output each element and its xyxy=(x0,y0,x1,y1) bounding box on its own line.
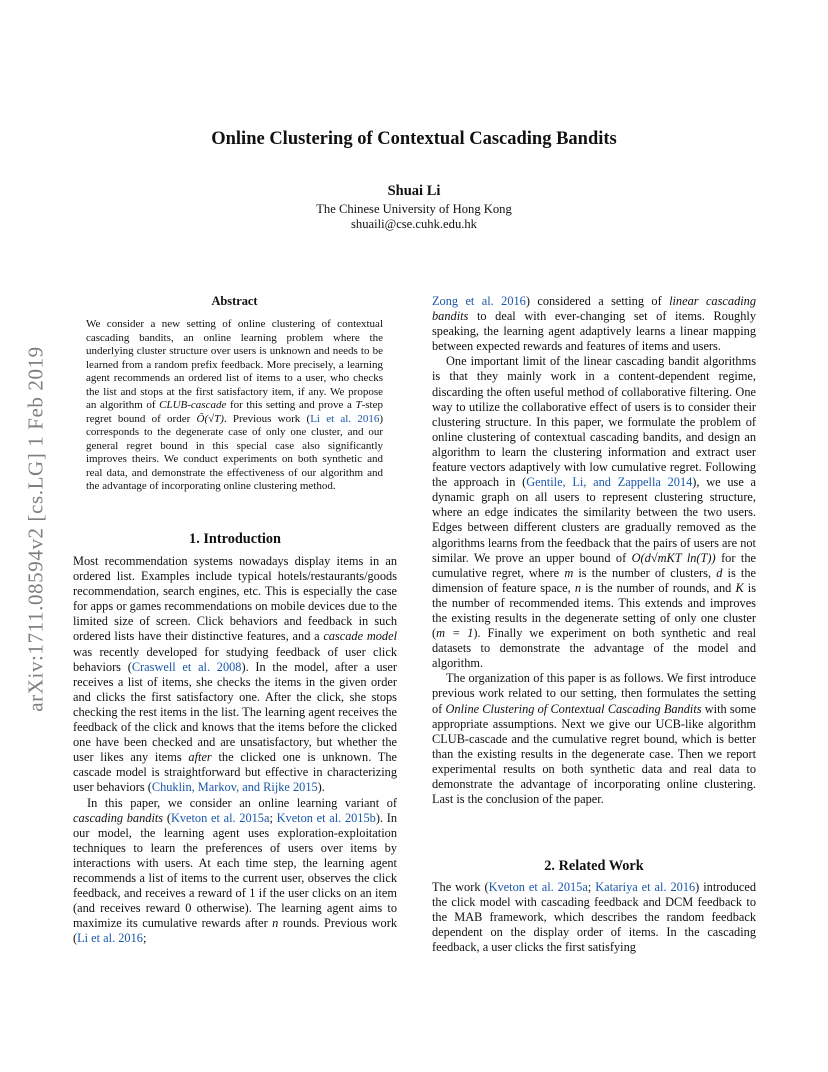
emphasis: cascading bandits xyxy=(73,810,164,825)
paragraph xyxy=(432,671,756,807)
citation-link[interactable]: Zong et al. 2016 xyxy=(432,294,526,308)
abstract-heading: Abstract xyxy=(211,294,258,308)
abstract xyxy=(86,294,383,494)
introduction-body xyxy=(73,554,397,946)
text-run: ; xyxy=(142,931,147,946)
abstract-part: for this setting and prove a xyxy=(226,399,356,411)
author-email: shuaili@cse.cuhk.edu.hk xyxy=(351,217,477,231)
citation-link[interactable]: Chuklin, Markov, and Rijke 2015 xyxy=(151,780,318,795)
related-work-body xyxy=(432,880,756,955)
text-run: ), we use a dynamic graph on all users to represent clustering structure, where an edge indicates the similarity between the two users. Edges between different clusters are gradually removed as the algorithms learns from the feedback that the pairs of users are not similar. We prove an upper bound of xyxy=(432,475,756,565)
arxiv-identifier: arXiv:1711.08594v2 [cs.LG] 1 Feb 2019 xyxy=(23,346,48,712)
abstract-text xyxy=(86,318,383,494)
text-run: to deal with ever-changing set of items. Roughly speaking, the learning agent adaptively learns a linear mapping between expected rewards and features of items and users. xyxy=(432,309,756,354)
paragraph xyxy=(432,880,756,955)
text-run: One important limit of the linear cascading bandit algorithms is that they mainly work in a content-dependent regime, discarding the often useful method of collaborative filtering. One way to utilize the collaborative effect of users is to consider their clustering structure. In this paper, we formulate the problem of online clustering of contextual cascading bandits, and design an algorithm to learn the clustering information and extract user feature vectors adaptively with low cumulative regret. Following the approach in ( xyxy=(432,354,756,490)
text-run: ). Finally we experiment on both synthetic and real datasets to demonstrate the advantage of the model and algorithm. xyxy=(432,626,757,671)
text-run: ). xyxy=(317,780,325,795)
text-run: is the number of recommended items. This extends and improves the existing results in the degenerate setting of only one cluster ( xyxy=(432,580,756,641)
text-run: In this paper, we consider an online learning variant of xyxy=(87,795,397,810)
math-expression: Õ(√T) xyxy=(196,412,224,425)
text-run: ) introduced the click model with cascading feedback and DCM feedback to the MAB framework, which describes the random feedback dependent on the display order of items. In the cascading feedback, a user clicks the first satisfying xyxy=(432,880,757,955)
author-block xyxy=(0,202,828,232)
text-run: for the cumulative regret, where xyxy=(432,550,756,580)
section-heading-related-work: 2. Related Work xyxy=(544,858,644,874)
text-run: ). In the model, after a user receives a list of items, she checks the items in the given order and clicks the first satisfactory one. After the click, she stops checking the rest items in the list. The learning agent receives the feedback of the click and knows that the items before the clicked one have been checked and are unsatisfactory, but whether the user likes any items xyxy=(73,659,397,765)
paragraph xyxy=(432,294,756,354)
text-run: ( xyxy=(163,810,171,825)
author-name: Shuai Li xyxy=(387,183,441,199)
text-run: the clicked one is unknown. The cascade model is straightforward but effective in characterizing user behaviors ( xyxy=(73,750,397,795)
citation-link[interactable]: Kveton et al. 2015a xyxy=(170,810,270,825)
citation-link[interactable]: Gentile, Li, and Zappella 2014 xyxy=(526,475,693,490)
citation-link[interactable]: Kveton et al. 2015b xyxy=(276,810,376,825)
abstract-part: ) corresponds to the degenerate case of only one cluster, and our general regret bound in this special case also significantly improves theirs. We conduct experiments on both synthetic and real data, and demonstrate the effectiveness of our algorithm and the advantage of incorporating online clustering method. xyxy=(86,412,383,492)
text-run: ). In our model, the learning agent uses exploration-exploitation techniques to learn the preferences of users over items by interactions with users. At each time step, the learning agent recommends a list of items to the current user, observes the click feedback, and receives a reward of 1 if the user clicks on an item (and receives reward 0 otherwise). The learning agent aims to maximize its cumulative rewards after xyxy=(73,810,398,931)
emphasis: after xyxy=(188,750,212,765)
arxiv-stamp xyxy=(24,298,48,760)
citation-link[interactable]: Li et al. 2016 xyxy=(77,931,143,946)
citation-link[interactable]: Kveton et al. 2015a xyxy=(488,880,588,894)
math-symbol: n xyxy=(574,580,581,595)
paragraph xyxy=(73,554,397,796)
math-symbol: T xyxy=(355,399,362,411)
emphasis: cascade model xyxy=(323,629,397,644)
text-run: was recently developed for studying feedback of user click behaviors ( xyxy=(73,644,397,674)
emphasis: linear cascading bandits xyxy=(432,294,757,324)
citation-link[interactable]: Katariya et al. 2016 xyxy=(595,880,696,894)
author-affiliation: The Chinese University of Hong Kong xyxy=(316,202,512,216)
math-symbol: K xyxy=(735,580,744,595)
abstract-part: . Previous work ( xyxy=(223,412,311,425)
math-symbol: d xyxy=(716,565,723,580)
text-run: ; xyxy=(587,880,596,894)
paragraph xyxy=(73,796,397,947)
math-symbol: m xyxy=(564,565,574,580)
citation-link[interactable]: Li et al. 2016 xyxy=(310,412,380,425)
text-run: is the number of rounds, and xyxy=(581,580,736,595)
text-run: ; xyxy=(269,810,277,825)
emphasis: Online Clustering of Contextual Cascading Bandits xyxy=(445,701,702,716)
abstract-part: We consider a new setting of online clustering of contextual cascading bandits, an online learning problem where the underlying cluster structure over users is unknown and needs to be learned from a random prefix feedback. More precisely, a learning agent recommends an ordered list of items to a user, who checks the list and stops at the first satisfactory item, if any. We propose an algorithm of xyxy=(86,318,383,411)
algorithm-name: CLUB-cascade xyxy=(159,399,227,411)
paragraph xyxy=(432,354,756,671)
math-symbol: n xyxy=(272,916,279,931)
text-run: with some appropriate assumptions. Next we give our UCB-like algorithm CLUB-cascade and the cumulative regret bound, which is better than the existing results in the degenerate case. Then we report experimental results on both synthetic data and real data to demonstrate the advantage of incorporating online clustering. Last is the conclusion of the paper. xyxy=(432,701,756,807)
right-column-body xyxy=(432,294,756,807)
text-run: ) considered a setting of xyxy=(525,294,670,308)
paper-title: Online Clustering of Contextual Cascading Bandits xyxy=(211,129,617,149)
text-run: The work ( xyxy=(432,880,489,894)
citation-link[interactable]: Craswell et al. 2008 xyxy=(131,659,242,674)
abstract-part: -step regret bound of order xyxy=(86,399,383,425)
text-run: is the dimension of feature space, xyxy=(432,565,756,595)
section-heading-introduction: 1. Introduction xyxy=(189,531,281,547)
text-run: rounds. Previous work ( xyxy=(73,916,397,946)
text-run: Most recommendation systems nowadays display items in an ordered list. Examples include typical hotels/restaurants/goods recommendation, search engines, etc. This is especially the case for apps or games recommendations on mobile devices due to the limited size of screen. Click behaviors and feedback in such ordered lists have their distinctive features, and a xyxy=(73,554,397,644)
math-expression: O(d√mKT ln(T)) xyxy=(631,550,716,565)
text-run: The organization of this paper is as follows. We first introduce previous work related to our setting, then formulates the setting of xyxy=(432,671,756,716)
text-run: is the number of clusters, xyxy=(573,565,717,580)
math-expression: m = 1 xyxy=(436,626,474,641)
